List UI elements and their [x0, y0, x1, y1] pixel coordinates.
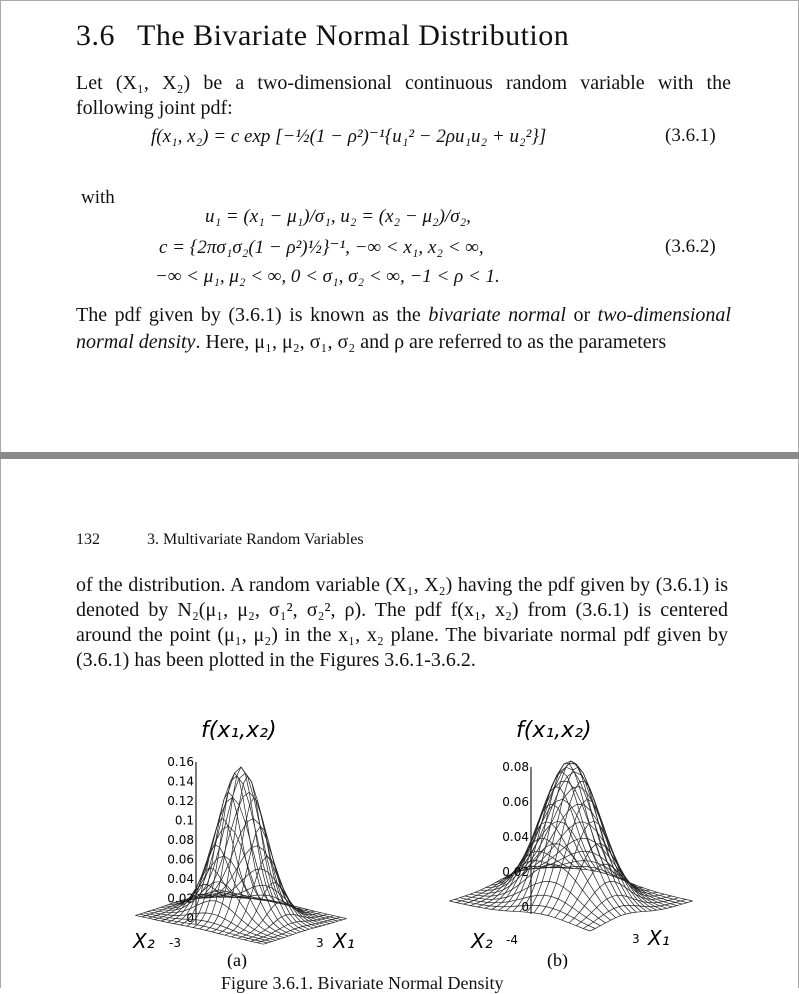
z-tick-label-b: 0.02 — [502, 865, 529, 879]
section-number: 3.6 — [76, 19, 115, 52]
page-divider — [0, 452, 799, 459]
x1-tick-b: 3 — [632, 932, 640, 946]
surface-plot-b — [416, 719, 706, 969]
page-1 — [0, 0, 799, 453]
definition-text-b: or — [565, 304, 598, 326]
z-tick-label-b: 0.06 — [502, 795, 529, 809]
z-tick-label-a: 0.16 — [167, 755, 194, 769]
definition-text-a: The pdf given by (3.6.1) is known as the — [76, 304, 429, 326]
with-label: with — [81, 187, 115, 208]
x2-tick-b: -4 — [506, 933, 518, 947]
running-head: 3. Multivariate Random Variables — [147, 531, 364, 548]
z-tick-label-a: 0.14 — [167, 774, 194, 789]
x1-tick-a: 3 — [316, 936, 324, 950]
term-two-dimensional-normal-density: two-dimensional normal density — [76, 304, 731, 353]
z-tick-label-a: 0.02 — [167, 891, 194, 906]
mesh-line — [140, 914, 268, 943]
figure-caption: Figure 3.6.1. Bivariate Normal Density — [221, 973, 504, 993]
x2-axis-label-b: X₂ — [471, 929, 493, 953]
section-heading — [76, 19, 569, 53]
section-title: The Bivariate Normal Distribution — [137, 19, 570, 52]
equation-number-3-6-2: (3.6.2) — [665, 236, 716, 257]
z-tick-label-b: 0.08 — [502, 760, 529, 774]
z-axis-label-b: f(x₁,x₂) — [516, 719, 592, 743]
equation-3-6-2-line-3: −∞ < μ₁, μ₂ < ∞, 0 < σ₁, σ₂ < ∞, −1 < ρ < 1. — [155, 266, 500, 287]
z-axis-label-a: f(x₁,x₂) — [201, 719, 277, 743]
definition-text-c: . Here, μ₁, μ₂, σ₁, σ₂ and ρ are referred to as the parameters — [195, 331, 667, 353]
x2-tick-a: -3 — [169, 936, 181, 950]
term-bivariate-normal: bivariate normal — [428, 304, 566, 326]
figure-b — [416, 719, 706, 969]
z-tick-label-a: 0.08 — [167, 833, 194, 847]
x1-axis-label-b: X₁ — [648, 926, 670, 950]
mesh-line — [569, 881, 671, 923]
equation-number-3-6-1: (3.6.1) — [665, 125, 716, 146]
z-tick-label-a: 0.12 — [167, 794, 194, 808]
intro-paragraph: Let (X₁, X₂) be a two-dimensional continuous random variable with the following joint pdf: — [76, 72, 731, 119]
mesh-line — [198, 869, 326, 925]
surface-mesh-b — [449, 761, 692, 931]
body-paragraph: of the distribution. A random variable (X₁, X₂) having the pdf given by (3.6.1) is denoted by N₂(μ₁, μ₂, σ₁², σ₂², ρ). The pdf f(x₁, x₂) from (3.6.1) is centered around the point (μ₁, μ₂) in the x₁, x₂ plane. The bivariate normal pdf given by (3.6.1) has been plotted in the Figures 3.6.1-3.6.2. — [76, 574, 728, 671]
z-tick-label-b: 0.04 — [502, 830, 529, 844]
figure-a — [91, 719, 381, 969]
z-tick-label-a: 0.06 — [167, 852, 194, 867]
z-tick-label-a: 0 — [186, 911, 194, 925]
z-tick-label-a: 0.1 — [174, 813, 194, 828]
z-tick-label-b: 0 — [521, 900, 529, 914]
equation-3-6-1: f(x₁, x₂) = c exp [−½(1 − ρ²)⁻¹{u₁² − 2ρu₁u₂ + u₂²}] — [151, 126, 547, 147]
equation-3-6-2-line-2: c = {2πσ₁σ₂(1 − ρ²)½}⁻¹, −∞ < x₁, x₂ < ∞, — [159, 237, 484, 258]
page-2 — [0, 459, 799, 993]
surface-plot-a — [91, 719, 381, 969]
page-number: 132 — [76, 531, 100, 548]
x1-axis-label-a: X₁ — [333, 929, 355, 953]
panel-label-a: (a) — [227, 950, 247, 969]
definition-paragraph — [76, 302, 731, 356]
equation-3-6-2-line-1: u₁ = (x₁ − μ₁)/σ₁, u₂ = (x₂ − μ₂)/σ₂, — [205, 206, 471, 227]
mesh-line — [219, 827, 302, 934]
mesh-line — [576, 895, 678, 926]
mesh-line — [212, 798, 295, 932]
panel-label-b: (b) — [547, 950, 568, 969]
x2-axis-label-a: X₂ — [133, 929, 155, 953]
z-tick-label-a: 0.04 — [167, 872, 194, 886]
